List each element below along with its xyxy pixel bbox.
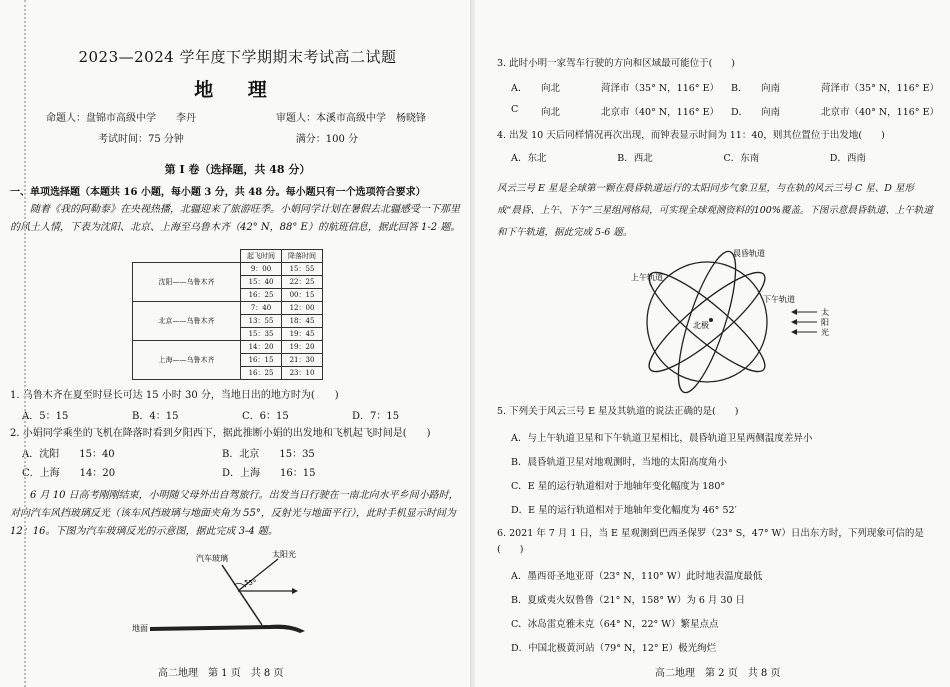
header-arrival: 降落时间 — [282, 250, 323, 263]
table-row — [133, 263, 323, 276]
label-angle: 55° — [244, 579, 257, 587]
table-cell: 15：55 — [282, 263, 323, 276]
option: D．上海 16：15 — [222, 468, 316, 479]
table-cell: 19：45 — [282, 328, 323, 341]
flight-table — [132, 249, 323, 380]
option: B．北京 15：35 — [222, 449, 315, 460]
author: 命题人：盘锦市高级中学 李丹 — [46, 113, 196, 124]
table-cell: 00：15 — [282, 289, 323, 302]
question-6: 6. 2021 年 7 月 1 日，当 E 星观测到巴西圣保罗（23° S，47° W）日出东方时，下列现象可信的是( ) — [497, 528, 924, 555]
option: B．夏威夷火奴鲁鲁（21° N，158° W）为 6 月 30 日 — [511, 595, 746, 606]
header-departure: 起飞时间 — [241, 250, 282, 263]
option: C．6：15 — [242, 411, 289, 422]
question-2-options — [22, 445, 465, 479]
question-3: 3. 此时小明一家驾车行驶的方向和区域最可能位于( ) — [497, 58, 735, 69]
scan-dots — [24, 0, 32, 687]
option: B．西北 — [617, 153, 653, 164]
ground-line — [150, 625, 305, 633]
arrow-head — [791, 319, 797, 325]
intro-q1-2: 随着《我的阿勒泰》在央视热播，北疆迎来了旅游旺季。小娟同学计划在暑假去北疆感受一下那里的风土人情，下表为沈阳、北京、上海至乌鲁木齐（42° N，88° E）的航班信息，据此回答 1-2 题。 — [10, 204, 461, 233]
label-ground: 地面 — [132, 624, 148, 633]
exam-time: 考试时间：75 分钟 — [98, 134, 184, 145]
label-sun-3: 光 — [821, 328, 829, 337]
intro-q3-4: 6 月 10 日高考刚刚结束，小明随父母外出自驾旅行。出发当日行驶在一南北向水平乡间小路时，对向汽车风挡玻璃反光（该车风挡玻璃与地面夹角为 55°，反射光与地面平行），此时手机显示时间为 12：16。下图为汽车玻璃反光的示意图，据此完成 3-4 题。 — [10, 490, 459, 537]
label-sun-2: 阳 — [821, 318, 829, 327]
option-city: 北京市（40° N，116° E） — [821, 107, 940, 118]
option: D．7：15 — [352, 411, 400, 422]
exam-title: 2023—2024 学年度下学期期末考试高二试题 — [78, 48, 397, 66]
glass-line — [222, 565, 262, 625]
north-pole-dot — [709, 318, 713, 322]
part-title: 第 Ⅰ 卷（选择题，共 48 分） — [164, 163, 311, 176]
option-direction: 向北 — [541, 83, 561, 94]
time-row — [98, 133, 358, 147]
option-direction: 向南 — [761, 83, 781, 94]
option: C．冰岛雷克雅未克（64° N，22° W）繁星点点 — [511, 619, 719, 630]
subject-title: 地 理 — [194, 79, 281, 101]
question-1-options — [22, 407, 465, 422]
option-city: 菏泽市（35° N，116° E） — [821, 83, 940, 94]
reviewer: 审题人：本溪市高级中学 杨晓锋 — [276, 113, 426, 124]
arrow-head — [791, 329, 797, 335]
option: A．与上午轨道卫星和下午轨道卫星相比，晨昏轨道卫星两侧温度差异小 — [511, 433, 813, 444]
option: A．5：15 — [22, 411, 69, 422]
reflected-arrow — [292, 588, 298, 594]
option: C．E 星的运行轨道相对于地轴年变化幅度为 180° — [511, 481, 726, 492]
label-glass: 汽车玻璃 — [196, 554, 228, 563]
option: D．中国北极黄河站（79° N，12° E）极光绚烂 — [511, 643, 717, 654]
right-page — [475, 0, 950, 687]
table-cell: 23：10 — [282, 367, 323, 380]
label-north-pole: 北极 — [693, 321, 709, 330]
route-cell: 上海——乌鲁木齐 — [133, 341, 241, 380]
question-2: 2. 小娟同学乘坐的飞机在降落时看到夕阳西下，据此推断小娟的出发地和飞机起飞时间是( ) — [10, 428, 431, 439]
table-cell: 16：15 — [241, 354, 282, 367]
orbit-figure — [497, 246, 917, 396]
question-5: 5. 下列关于风云三号 E 星及其轨道的说法正确的是( ) — [497, 406, 739, 417]
table-cell: 15：40 — [241, 276, 282, 289]
route-cell: 北京——乌鲁木齐 — [133, 302, 241, 341]
option-city: 菏泽市（35° N，116° E） — [601, 83, 720, 94]
author-row — [46, 112, 426, 126]
table-cell: 15：35 — [241, 328, 282, 341]
label-sunlight: 太阳光 — [272, 550, 296, 559]
route-cell: 沈阳——乌鲁木齐 — [133, 263, 241, 302]
option-direction: 向北 — [541, 107, 561, 118]
table-cell: 16：25 — [241, 367, 282, 380]
option: B．4：15 — [132, 411, 179, 422]
table-cell: 9：00 — [241, 263, 282, 276]
option: C．东南 — [723, 153, 760, 164]
option-letter: D． — [731, 107, 749, 118]
label-dawn-orbit: 晨昏轨道 — [733, 249, 765, 258]
label-sun-1: 太 — [821, 308, 829, 317]
option-city: 北京市（40° N，116° E） — [601, 107, 720, 118]
table-cell: 13：55 — [241, 315, 282, 328]
table-row — [133, 302, 323, 315]
question-3-options — [511, 80, 940, 118]
intro-q5-6: 风云三号 E 星是全球第一颗在晨昏轨道运行的太阳同步气象卫星，与在轨的风云三号 C 星、D 星形成“晨昏、上午、下午”三星组网格局，可实现全球观测资料的100%覆盖。下图示意晨昏轨道、上午轨道和下午轨道，据此完成 5-6 题。 — [497, 183, 933, 238]
option: D．E 星的运行轨道相对于地轴年变化幅度为 46° 52′ — [511, 505, 737, 516]
table-cell: 21：30 — [282, 354, 323, 367]
option-letter: C — [511, 104, 519, 115]
option: B．晨昏轨道卫星对地观测时，当地的太阳高度角小 — [511, 457, 727, 468]
section-title: 一、单项选择题（本题共 16 小题，每小题 3 分，共 48 分。每小题只有一个选项符合要求） — [10, 187, 426, 198]
glass-reflection-figure — [130, 545, 430, 640]
question-4: 4. 出发 10 天后同样情况再次出现，而钟表显示时间为 11：40，则其位置位于出发地( ) — [497, 130, 885, 141]
question-1: 1. 乌鲁木齐在夏至时昼长可达 15 小时 30 分，当地日出的地方时为( ) — [10, 390, 339, 401]
option-letter: A． — [511, 83, 528, 94]
option: A．东北 — [511, 153, 547, 164]
option: A．沈阳 15：40 — [22, 449, 115, 460]
option: A．墨西哥圣地亚哥（23° N，110° W）此时地表温度最低 — [511, 571, 763, 582]
table-cell: 16：25 — [241, 289, 282, 302]
option-letter: B． — [731, 83, 748, 94]
table-cell: 18：45 — [282, 315, 323, 328]
option-direction: 向南 — [761, 107, 781, 118]
label-pm-orbit: 下午轨道 — [763, 295, 795, 304]
table-cell: 12：00 — [282, 302, 323, 315]
option: D．西南 — [829, 153, 866, 164]
left-footer: 高二地理 第 1 页 共 8 页 — [158, 668, 284, 679]
table-cell: 7：40 — [241, 302, 282, 315]
right-footer: 高二地理 第 2 页 共 8 页 — [655, 668, 781, 679]
table-cell: 19：20 — [282, 341, 323, 354]
full-score: 满分：100 分 — [295, 134, 358, 145]
table-cell: 22：25 — [282, 276, 323, 289]
table-cell: 14：20 — [241, 341, 282, 354]
question-4-options — [511, 150, 936, 164]
arrow-head — [791, 309, 797, 315]
table-row — [133, 341, 323, 354]
option: C．上海 14：20 — [22, 468, 116, 479]
label-am-orbit: 上午轨道 — [631, 273, 663, 282]
table-header — [133, 250, 323, 263]
